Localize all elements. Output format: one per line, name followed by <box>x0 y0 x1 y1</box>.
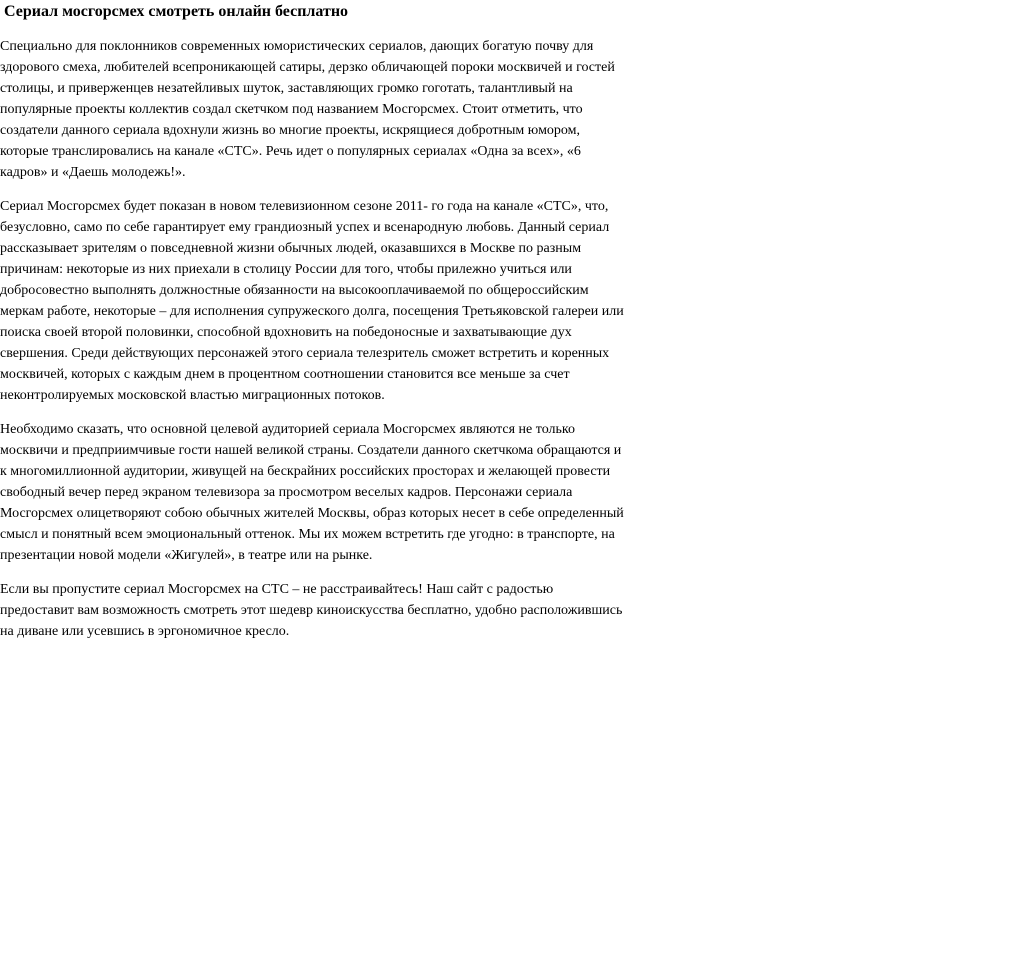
article-paragraph-premiere: Сериал Мосгорсмех будет показан в новом телевизионном сезоне 2011- го года на канале «СТС», что, безусловно, само по себе гарантирует ему грандиозный успех и всенародную любовь. Данный сериал рассказывает зрителям о повседневной жизни обычных людей, оказавшихся в Москве по разным причинам: некоторые из них приехали в столицу России для того, чтобы прилежно учиться или добросовестно выполнять должностные обязанности на высокооплачиваемой по общероссийским меркам работе, некоторые – для исполнения супружеского долга, посещения Третьяковской галереи или поиска своей второй половинки, способной вдохновить на победоносные и захватывающие дух свершения. Среди действующих персонажей этого сериала телезритель сможет встретить и коренных москвичей, которых с каждым днем в процентном соотношении становится все меньше за счет неконтролируемых московской властью миграционных потоков. <box>0 199 624 403</box>
article-paragraph-intro: Специально для поклонников современных юмористических сериалов, дающих богатую почву для здорового смеха, любителей всепроникающей сатиры, дерзко обличающей пороки москвичей и гостей столицы, и приверженцев незатейливых шуток, заставляющих громко гоготать, талантливый на популярные проекты коллектив создал скетчком под названием Мосгорсмех. Стоит отметить, что создатели данного сериала вдохнули жизнь во многие проекты, искрящиеся добротным юмором, которые транслировались на канале «СТС». Речь идет о популярных сериалах «Одна за всех», «6 кадров» и «Даешь молодежь!». <box>0 39 615 180</box>
article-title: Сериал мосгорсмех смотреть онлайн бесплатно <box>4 3 349 20</box>
article-paragraph-watch-online: Если вы пропустите сериал Мосгорсмех на СТС – не расстраивайтесь! Наш сайт с радостью предоставит вам возможность смотреть этот шедевр киноискусства бесплатно, удобно расположившись на диване или усевшись в эргономичное кресло. <box>0 582 623 639</box>
article-body <box>0 36 626 655</box>
article-paragraph-audience: Необходимо сказать, что основной целевой аудиторией сериала Мосгорсмех являются не только москвичи и предприимчивые гости нашей великой страны. Создатели данного скетчкома обращаются и к многомиллионной аудитории, живущей на бескрайних российских просторах и желающей провести свободный вечер перед экраном телевизора за просмотром веселых кадров. Персонажи сериала Мосгорсмех олицетворяют собою обычных жителей Москвы, образ которых несет в себе определенный смысл и понятный всем эмоциональный оттенок. Мы их можем встретить где угодно: в транспорте, на презентации новой модели «Жигулей», в театре или на рынке. <box>0 422 624 563</box>
